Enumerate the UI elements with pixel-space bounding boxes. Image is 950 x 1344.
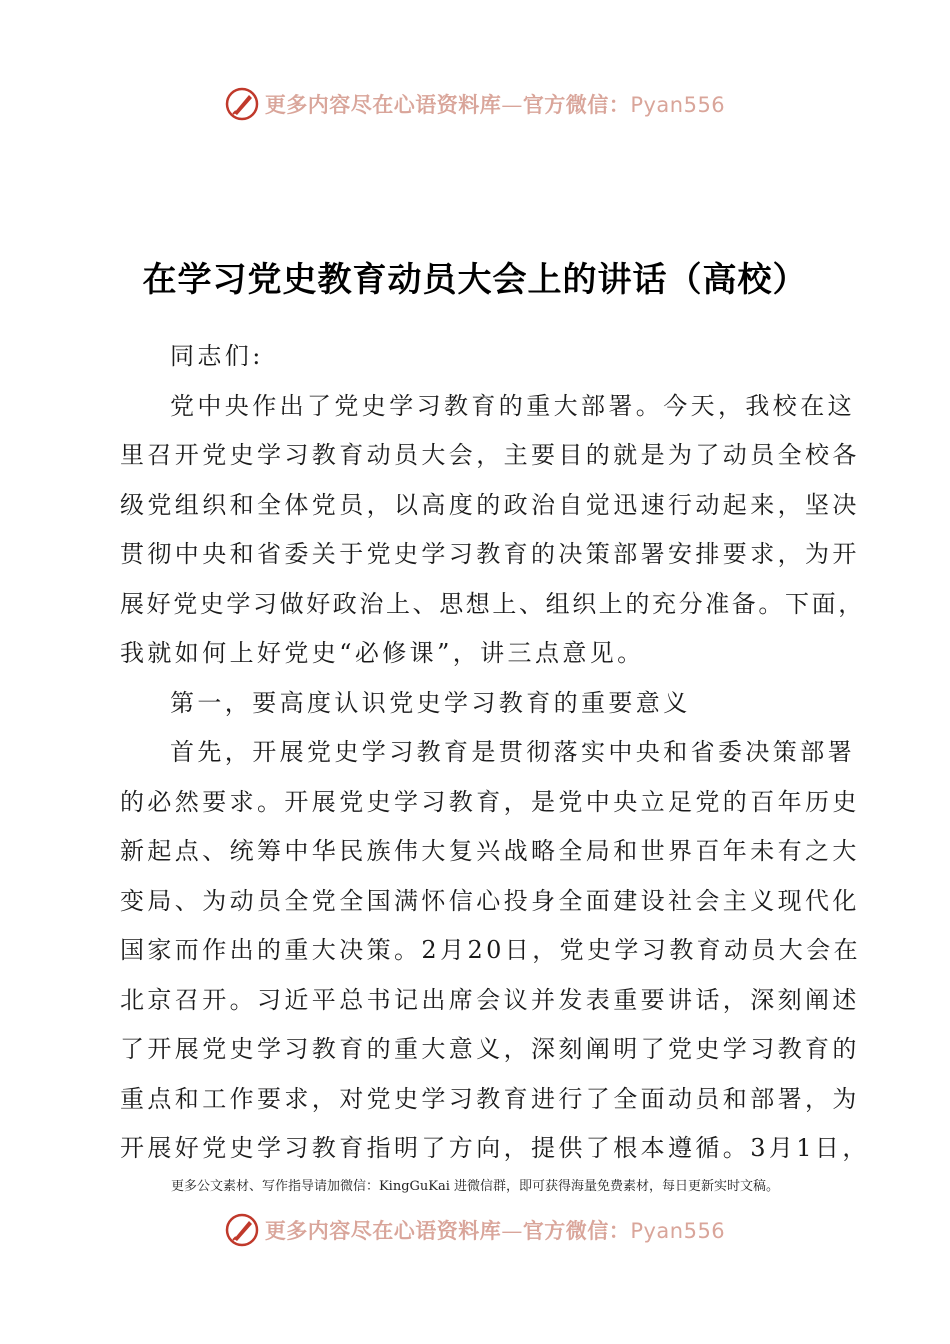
document-title: 在学习党史教育动员大会上的讲话（高校） [142,260,808,300]
footer-note: 更多公文素材、写作指导请加微信：KingGuKai 进微信群，即可获得海量免费素材，每日更新实时文稿。 [170,1179,780,1194]
wechat-id: Pyan556 [630,93,726,117]
paragraph-line: 贯彻中央和省委关于党史学习教育的决策部署安排要求，为开 [120,540,860,568]
header-banner [0,82,950,126]
paragraph-line: 首先，开展党史学习教育是贯彻落实中央和省委决策部署 [170,738,855,766]
paragraph-line: 开展好党史学习教育指明了方向，提供了根本遵循。3月1日， [120,1134,870,1162]
banner-text: 更多内容尽在心语资料库—官方微信：Pyan556 [264,92,726,117]
banner-text: 更多内容尽在心语资料库—官方微信：Pyan556 [264,1218,726,1243]
paragraph-line: 级党组织和全体党员，以高度的政治自觉迅速行动起来，坚决 [120,490,860,519]
paragraph-line: 北京召开。习近平总书记出席会议并发表重要讲话，深刻阐述 [120,985,860,1014]
paragraph-line: 里召开党史学习教育动员大会，主要目的就是为了动员全校各 [120,441,860,469]
paragraph-line: 变局、为动员全党全国满怀信心投身全面建设社会主义现代化 [120,886,860,915]
document-body [120,332,870,1174]
footer-banner [0,1208,950,1252]
salutation: 同志们: [170,342,264,370]
quill-pen-logo-icon [225,1213,259,1247]
section-heading: 第一，要高度认识党史学习教育的重要意义 [170,688,691,717]
paragraph-line: 的必然要求。开展党史学习教育，是党中央立足党的百年历史 [120,787,860,816]
paragraph-line: 重点和工作要求，对党史学习教育进行了全面动员和部署，为 [120,1084,860,1113]
paragraph-line: 新起点、统筹中华民族伟大复兴战略全局和世界百年未有之大 [120,837,860,865]
paragraph-line: 我就如何上好党史“必修课”，讲三点意见。 [120,639,645,667]
quill-pen-logo-icon [225,87,259,121]
paragraph-line: 国家而作出的重大决策。2月20日，党史学习教育动员大会在 [120,936,862,964]
paragraph-line: 展好党史学习做好政治上、思想上、组织上的充分准备。下面， [120,589,865,618]
wechat-id: Pyan556 [630,1219,726,1243]
paragraph-line: 了开展党史学习教育的重大意义，深刻阐明了党史学习教育的 [120,1035,860,1063]
paragraph-line: 党中央作出了党史学习教育的重大部署。今天，我校在这 [170,391,855,420]
